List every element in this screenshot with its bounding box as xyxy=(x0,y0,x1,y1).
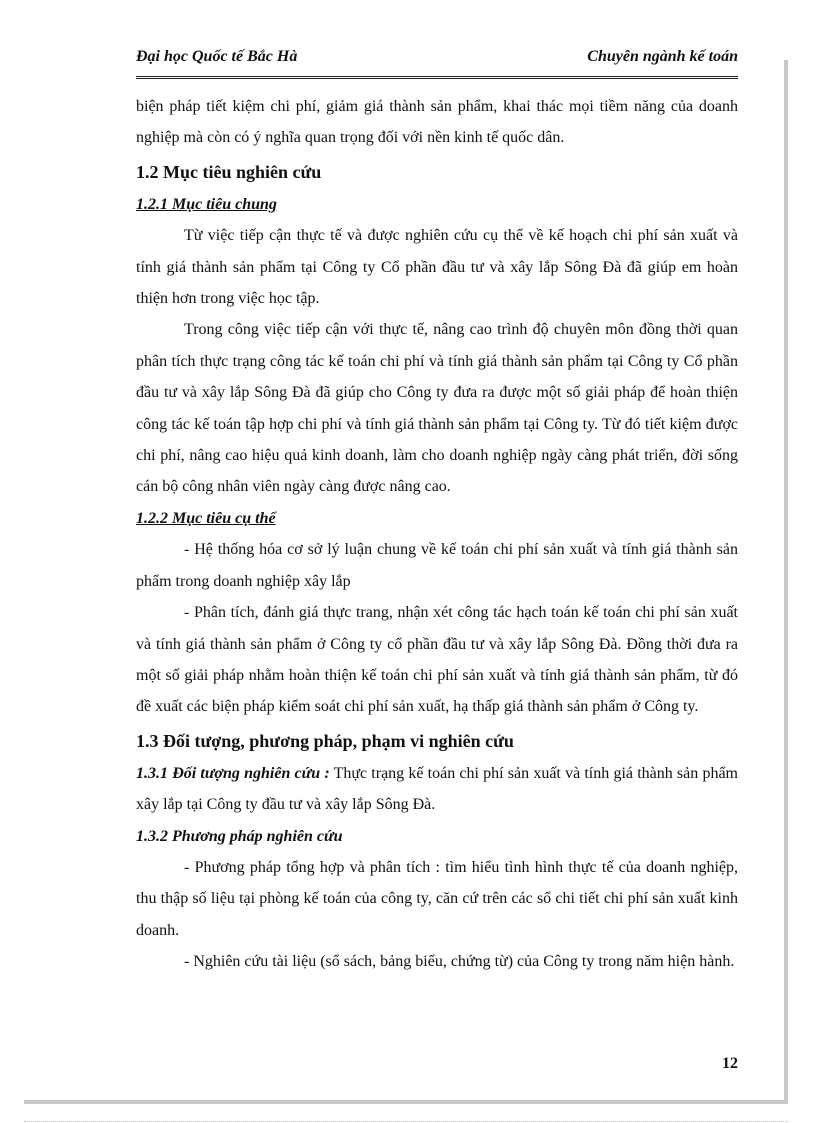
section-1-2-title: 1.2 Mục tiêu nghiên cứu xyxy=(136,161,322,182)
page-header xyxy=(136,48,738,72)
section-1-3-2-title: 1.3.2 Phương pháp nghiên cứu xyxy=(136,827,343,845)
page-number: 12 xyxy=(722,1055,738,1072)
section-1-3-title: 1.3 Đối tượng, phương pháp, phạm vi nghiên cứu xyxy=(136,730,514,751)
header-major: Chuyên ngành kế toán xyxy=(587,48,738,65)
page-bottom-border xyxy=(24,1121,788,1122)
header-university: Đại học Quốc tế Bắc Hà xyxy=(136,48,298,65)
page-shadow-right xyxy=(784,60,788,1100)
section-1-3-1-title: 1.3.1 Đối tượng nghiên cứu : xyxy=(136,764,330,782)
page-shadow-bottom xyxy=(24,1100,788,1104)
section-1-2-1-paragraph-2: Trong công việc tiếp cận với thực tế, nâng cao trình độ chuyên môn đồng thời quan phân tích thực trạng công tác kế toán chi phí và tính giá thành sản phẩm tại Công ty Cổ phần đầu tư và xây lắp Sông Đà đã giúp cho Công ty đưa ra được một số giải pháp để hoàn thiện công tác kế toán tập hợp chi phí và tính giá thành sản phẩm tại Công ty. Từ đó tiết kiệm được chi phí, nâng cao hiệu quả kinh doanh, làm cho doanh nghiệp ngày càng phát triển, đời sống cán bộ công nhân viên ngày càng được nâng cao. xyxy=(136,321,738,496)
section-1-2-1-paragraph-1: Từ việc tiếp cận thực tế và được nghiên cứu cụ thể về kế hoạch chi phí sản xuất và tính giá thành sản phẩm tại Công ty Cổ phần đầu tư và xây lắp Sông Đà đã giúp em hoàn thiện hơn trong việc học tập. xyxy=(136,227,738,308)
intro-continuation: biện pháp tiết kiệm chi phí, giảm giá thành sản phẩm, khai thác mọi tiềm năng của doanh nghiệp mà còn có ý nghĩa quan trọng đối với nền kinh tế quốc dân. xyxy=(136,98,738,147)
header-rule xyxy=(136,76,738,79)
section-1-3-1-text: Thực trạng kế toán chi phí sản xuất và tính giá thành sản phẩm xây lắp tại Công ty đầu tư và xây lắp Sông Đà. xyxy=(136,764,739,814)
section-1-3-2-paragraph-1: - Phương pháp tổng hợp và phân tích : tìm hiểu tình hình thực tế của doanh nghiệp, thu thập số liệu tại phòng kế toán của công ty, căn cứ trên các sổ chi tiết chi phí sản xuất kinh doanh. xyxy=(136,858,738,939)
section-1-2-2-paragraph-2: - Phân tích, đánh giá thực trang, nhận xét công tác hạch toán kế toán chi phí sản xuất và tính giá thành sản phẩm ở Công ty cổ phần đầu tư và xây lắp Sông Đà. Đồng thời đưa ra một số giải pháp nhằm hoàn thiện kế toán chi phí sản xuất và tính giá thành sản phẩm, từ đó đề xuất các biện pháp kiểm soát chi phí sản xuất, hạ thấp giá thành sản phẩm ở Công ty. xyxy=(136,604,738,716)
section-1-2-2-title: 1.2.2 Mục tiêu cụ thể xyxy=(136,509,276,527)
section-1-3-2-paragraph-2: - Nghiên cứu tài liệu (sổ sách, bảng biểu, chứng từ) của Công ty trong năm hiện hành. xyxy=(184,953,735,971)
page-content xyxy=(136,91,738,978)
section-1-2-1-title: 1.2.1 Mục tiêu chung xyxy=(136,195,277,213)
section-1-3-1-paragraph xyxy=(136,758,738,821)
section-1-2-2-paragraph-1: - Hệ thống hóa cơ sở lý luận chung về kế toán chi phí sản xuất và tính giá thành sản phẩm trong doanh nghiệp xây lắp xyxy=(136,541,738,590)
